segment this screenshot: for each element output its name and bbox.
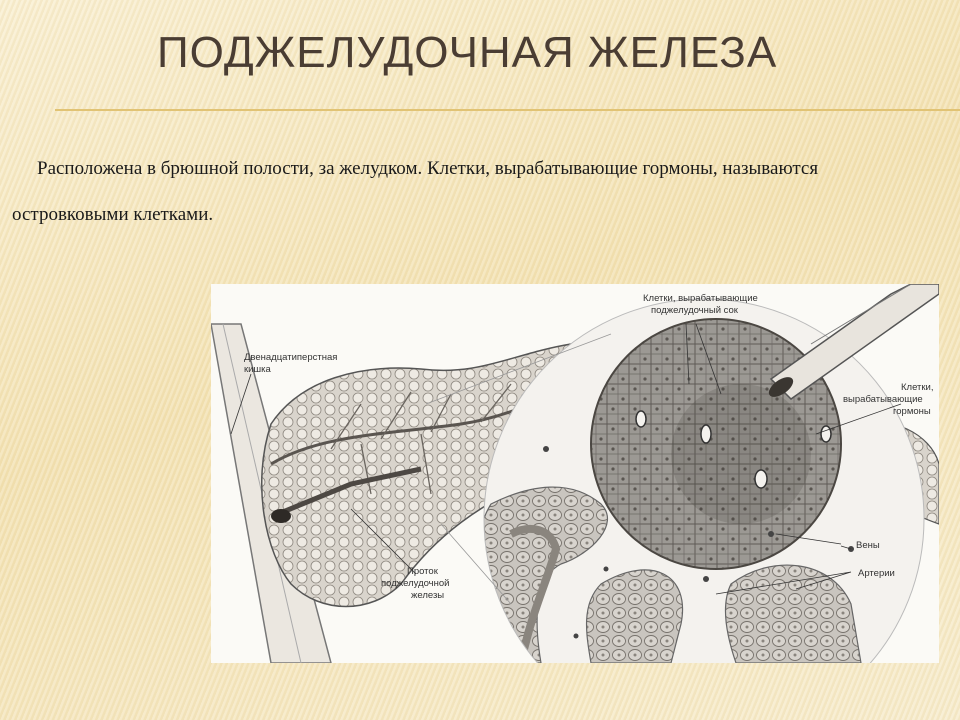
label-hormone-cells-line2: вырабатывающие — [843, 394, 923, 405]
label-hormone-cells-line1: Клетки, — [901, 382, 934, 393]
label-duct-line1: Проток — [407, 566, 438, 577]
acinar-tubule-middle — [587, 570, 683, 663]
label-duct-line2: поджелудочной — [381, 578, 450, 589]
slide-body-text: Расположена в брюшной полости, за желудком. Клетки, вырабатывающие гормоны, называются островковыми клетками. — [12, 158, 819, 225]
label-veins: Вены — [856, 540, 880, 551]
label-duodenum-line1: Двенадцатиперстная — [244, 352, 338, 363]
label-juice-cells-line2: поджелудочный сок — [651, 305, 738, 316]
pancreas-diagram-svg — [211, 284, 939, 663]
label-duodenum-line2: кишка — [244, 364, 271, 375]
label-juice-cells-line1: Клетки, вырабатывающие — [643, 293, 758, 304]
label-duct-line3: железы — [411, 590, 445, 601]
slide-title: ПОДЖЕЛУДОЧНАЯ ЖЕЛЕЗА — [157, 28, 778, 77]
title-divider — [55, 109, 960, 111]
label-hormone-cells-line3: гормоны — [893, 406, 931, 417]
pancreas-illustration — [211, 284, 939, 663]
label-arteries: Артерии — [858, 568, 895, 579]
